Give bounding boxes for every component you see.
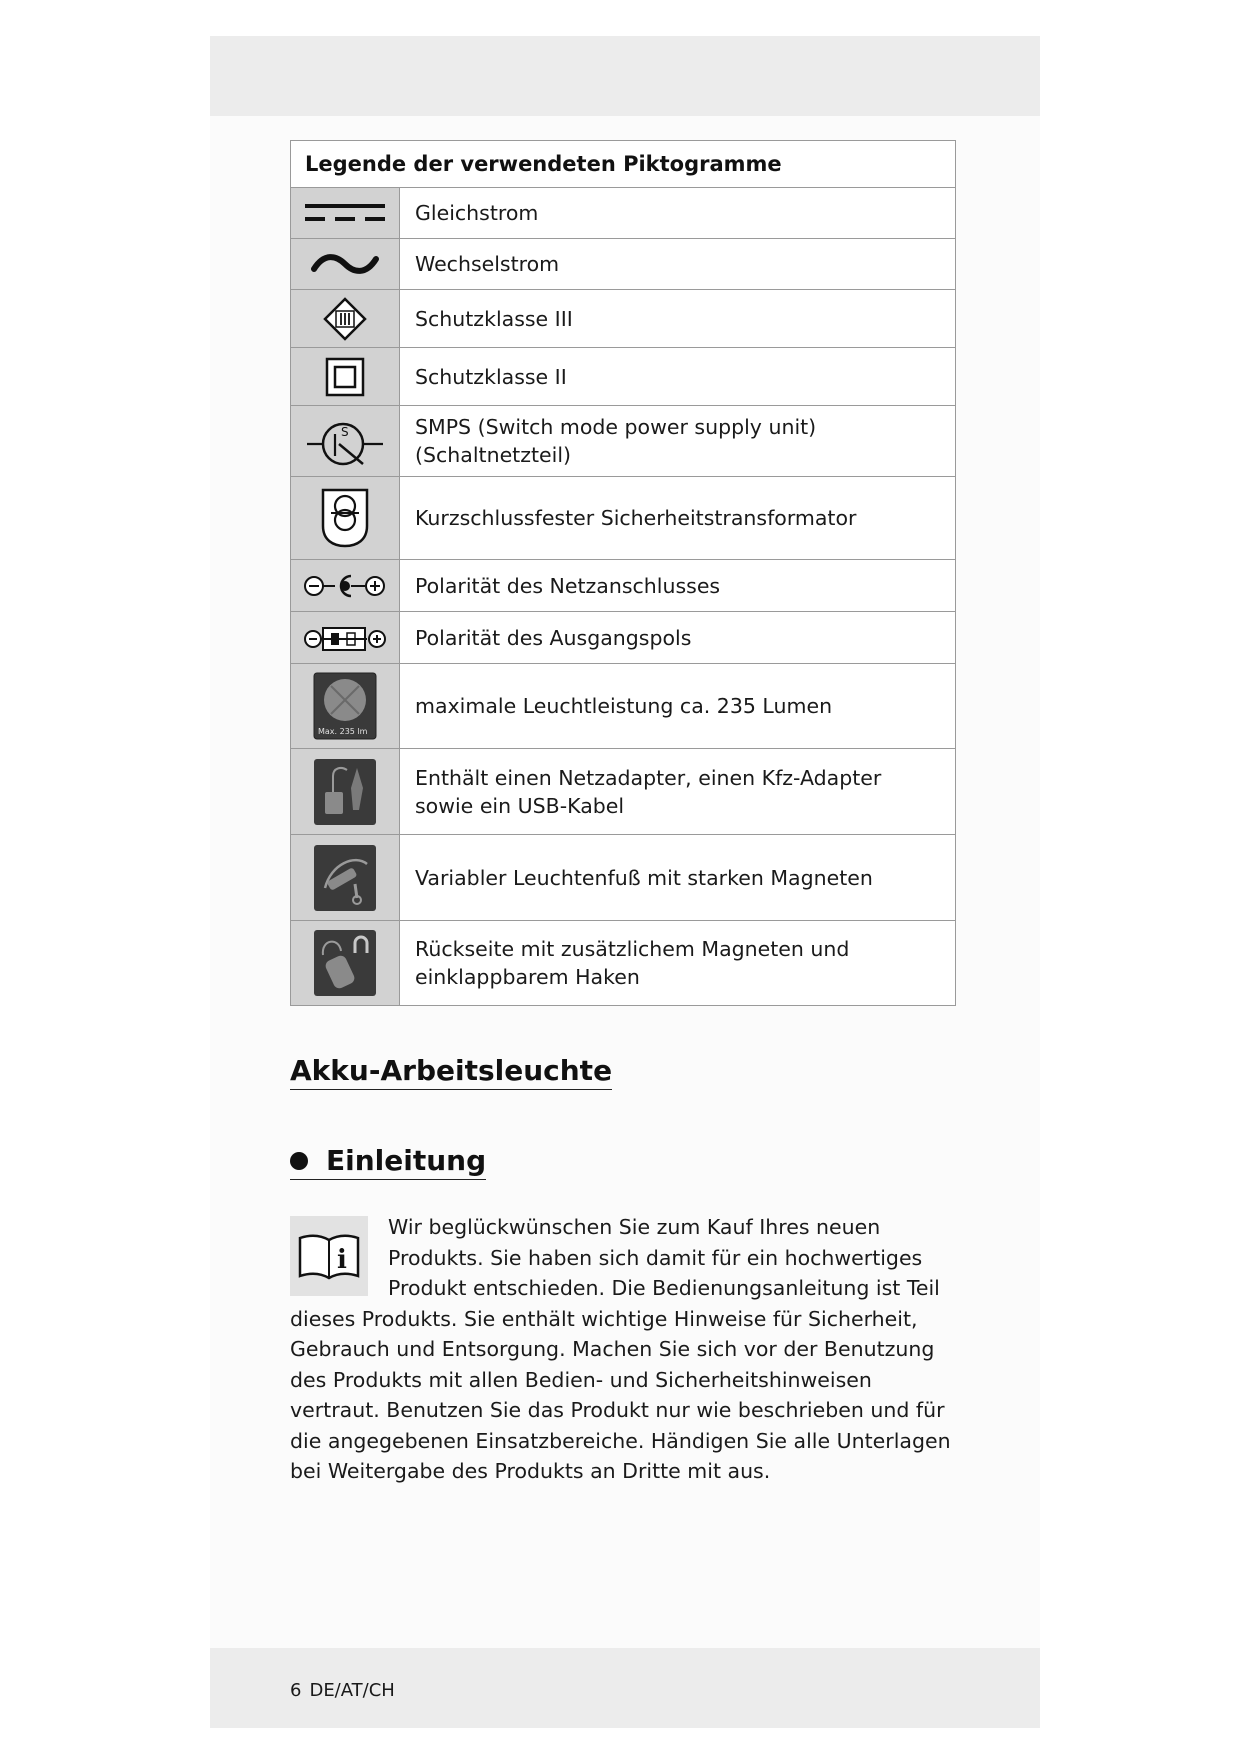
locale-label: DE/AT/CH — [309, 1680, 395, 1701]
adapter-set-icon — [291, 749, 400, 834]
legend-row — [291, 348, 955, 406]
legend-row — [291, 406, 955, 477]
legend-label: SMPS (Switch mode power supply unit) (Schaltnetzteil) — [415, 415, 817, 467]
subsection-title: Einleitung — [326, 1144, 487, 1177]
legend-row — [291, 188, 955, 239]
manual-page — [210, 36, 1040, 1728]
safety-transformer-icon — [291, 477, 400, 559]
legend-row — [291, 664, 955, 749]
legend-label: Enthält einen Netzadapter, einen Kfz-Adapter sowie ein USB-Kabel — [415, 765, 882, 818]
legend-label: Polarität des Netzanschlusses — [415, 573, 721, 598]
page-number: 6 — [290, 1680, 302, 1701]
legend-label: Variabler Leuchtenfuß mit starken Magneten — [415, 865, 873, 890]
legend-label: Wechselstrom — [415, 252, 560, 276]
smps-icon — [291, 406, 400, 476]
svg-text:S: S — [341, 425, 349, 439]
legend-label: Schutzklasse III — [415, 306, 573, 331]
protection-class-2-icon — [291, 348, 400, 405]
legend-row — [291, 749, 955, 835]
max-lumen-icon — [291, 664, 400, 748]
legend-row — [291, 560, 955, 612]
back-magnet-hook-icon — [291, 921, 400, 1005]
page-footer — [290, 1680, 395, 1701]
legend-label: Polarität des Ausgangspols — [415, 625, 692, 650]
legend-row — [291, 835, 955, 921]
alternating-current-icon — [291, 239, 400, 289]
legend-row — [291, 290, 955, 348]
max-lumen-icon-text: Max. 235 lm — [318, 727, 368, 736]
pictogram-legend-table — [290, 140, 956, 1006]
section-title: Akku-Arbeitsleuchte — [290, 1054, 612, 1090]
legend-label: Rückseite mit zusätzlichem Magneten und einklappbarem Haken — [415, 937, 850, 989]
mains-polarity-icon — [291, 560, 400, 611]
intro-paragraph — [290, 1212, 956, 1487]
legend-label: maximale Leuchtleistung ca. 235 Lumen — [415, 694, 833, 718]
legend-title: Legende der verwendeten Piktogramme — [291, 141, 955, 188]
legend-label: Schutzklasse II — [415, 364, 567, 389]
bullet-icon — [290, 1152, 308, 1170]
legend-row — [291, 612, 955, 664]
footer-band — [210, 1648, 1040, 1728]
subsection-heading — [290, 1144, 486, 1180]
intro-text: Wir beglückwünschen Sie zum Kauf Ihres neuen Produkts. Sie haben sich damit für ein hochwertiges Produkt entschieden. Die Bedienungsanleitung ist Teil dieses Produkts. Sie enthält wichtige Hinweise für Sicherheit, Gebrauch und Entsorgung. Machen Sie sich vor der Benutzung des Produkts mit allen Bedien- und Sicherheitshinweisen vertraut. Benutzen Sie das Produkt nur wie beschrieben und für die angegebenen Einsatzbereiche. Händigen Sie alle Unterlagen bei Weitergabe des Produkts an Dritte mit aus. — [290, 1215, 951, 1483]
header-band — [210, 36, 1040, 116]
legend-label: Gleichstrom — [415, 201, 539, 225]
svg-text:i: i — [337, 1245, 347, 1275]
protection-class-3-icon — [291, 290, 400, 347]
legend-row — [291, 477, 955, 560]
legend-row — [291, 239, 955, 290]
direct-current-icon — [291, 188, 400, 238]
legend-label: Kurzschlussfester Sicherheitstransformator — [415, 506, 857, 530]
output-polarity-icon — [291, 612, 400, 663]
magnetic-foot-icon — [291, 835, 400, 920]
legend-row — [291, 921, 955, 1005]
